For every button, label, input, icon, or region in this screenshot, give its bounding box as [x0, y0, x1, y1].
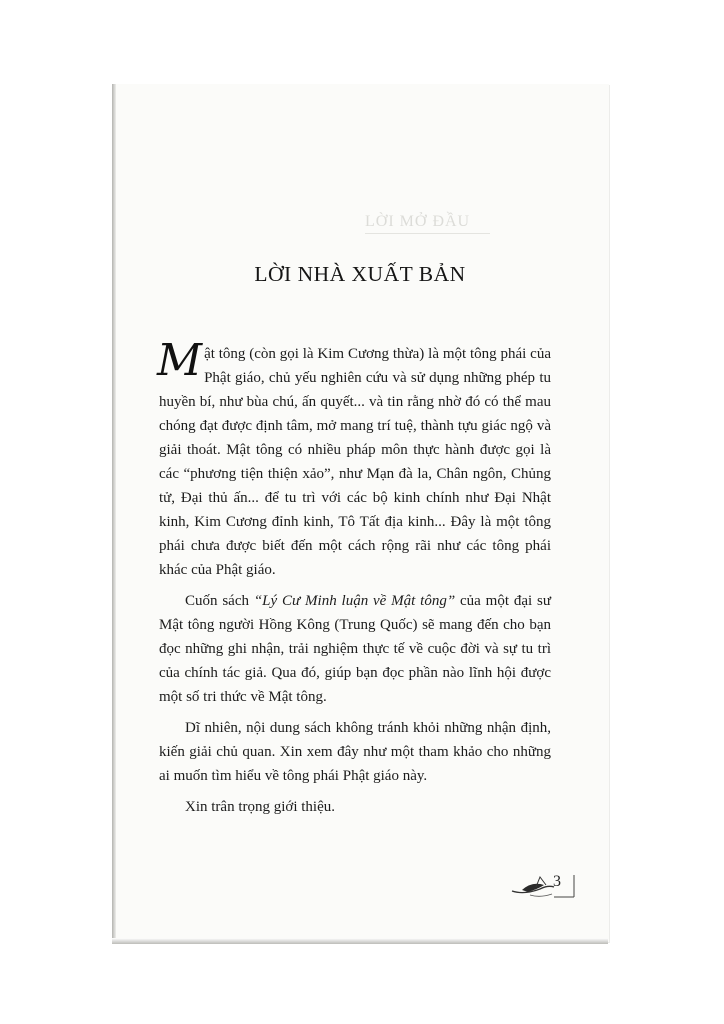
drop-cap: M — [157, 335, 203, 386]
book-title-italic: “Lý Cư Minh luận về Mật tông” — [253, 593, 456, 609]
paragraph-2-text-b: của một đại sư Mật tông người Hồng Kông (Trung Quốc) sẽ mang đến cho bạn đọc những ghi nhận, trải nghiệm thực tế về cuộc đời và sự tu trì của chính tác giả. Qua đó, giúp bạn đọc phần nào lĩnh hội được một số tri thức về Mật tông. — [159, 593, 551, 705]
body-text — [157, 335, 551, 826]
paragraph-2 — [159, 589, 551, 709]
page-number: 3 — [553, 873, 561, 890]
paragraph-4: Xin trân trọng giới thiệu. — [185, 799, 335, 815]
paragraph-3: Dĩ nhiên, nội dung sách không tránh khỏi những nhận định, kiến giải chủ quan. Xin xem đây như một tham khảo cho những ai muốn tìm hiểu về tông phái Phật giáo này. — [159, 720, 551, 784]
paragraph-1 — [157, 335, 551, 582]
page-bottom-edge — [112, 938, 608, 944]
boat-ornament-icon — [510, 873, 580, 899]
page-spine-shadow — [112, 84, 116, 942]
paragraph-2-text-a: Cuốn sách — [185, 593, 254, 609]
show-through-heading: LỜI MỞ ĐẦU — [365, 213, 490, 234]
paragraph-1-text: ật tông (còn gọi là Kim Cương thừa) là một tông phái của Phật giáo, chủ yếu nghiên cứu và sử dụng những phép tu huyền bí, như bùa chú, ấn quyết... và tin rằng nhờ đó có thể mau chóng đạt được định tâm, mở mang trí tuệ, thành tựu giác ngộ và giải thoát. Mật tông có nhiều pháp môn thực hành được gọi là các “phương tiện thiện xảo”, như Mạn đà la, Chân ngôn, Chủng tử, Đại thủ ấn... để tu trì với các bộ kinh chính như Đại Nhật kinh, Kim Cương đỉnh kinh, Tô Tất địa kinh... Đây là một tông phái chưa được biết đến một cách rộng rãi như các tông phái khác của Phật giáo. — [159, 346, 551, 578]
page-title: LỜI NHÀ XUẤT BẢN — [254, 262, 466, 286]
